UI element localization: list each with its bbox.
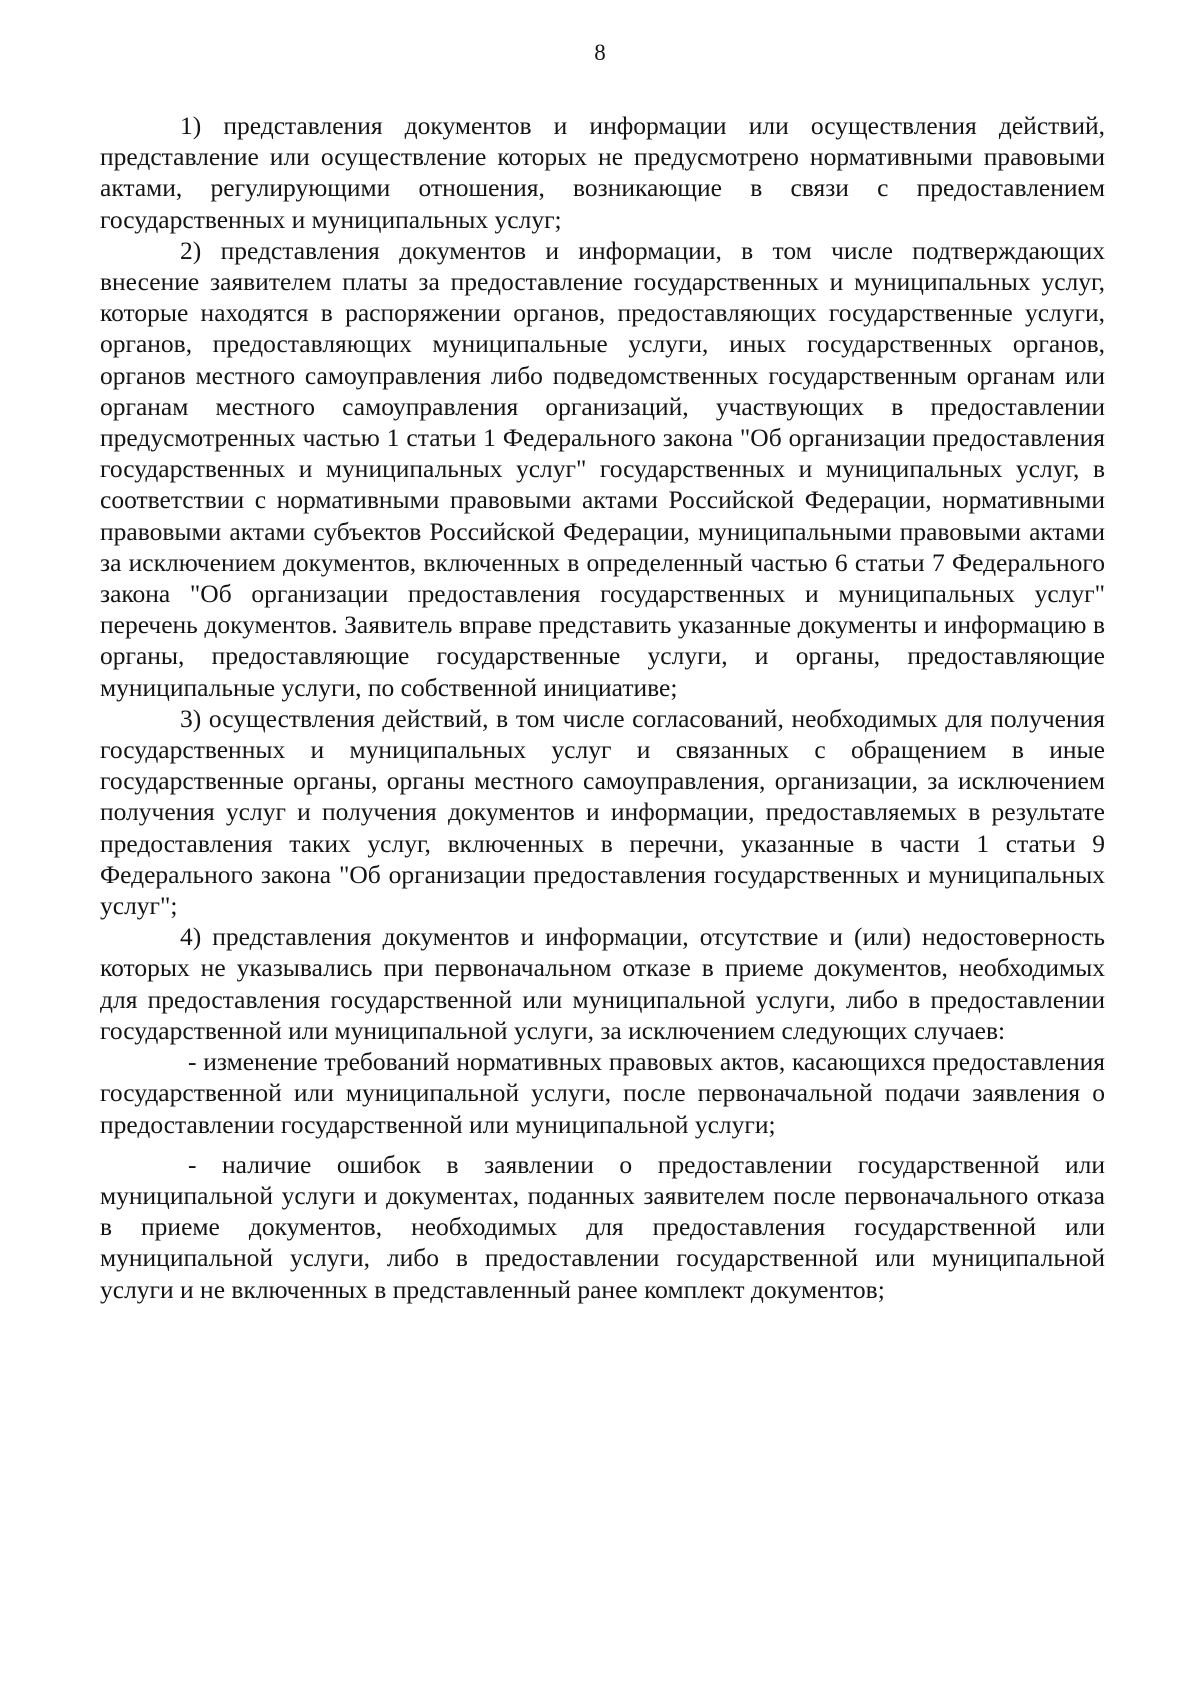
exception-item-1: - изменение требований нормативных правовых актов, касающихся предоставления государственной или муниципальной услуги, после первоначальной подачи заявления о предоставлении государственной или муниципальной услуги;: [100, 1047, 1105, 1139]
page-number: 8: [594, 40, 606, 65]
paragraph-item-4: 4) представления документов и информации, отсутствие и (или) недостоверность которых не указывались при первоначальном отказе в приеме документов, необходимых для предоставления государственной или муниципальной услуги, либо в предоставлении государственной или муниципальной услуги, за исключением следующих случаев:: [100, 922, 1105, 1045]
paragraph-item-2: 2) представления документов и информации, в том числе подтверждающих внесение заявителем платы за предоставление государственных и муниципальных услуг, которые находятся в распоряжении органов, предоставляющих государственные услуги, органов, предоставляющих муниципальные услуги, иных государственных органов, органов местного самоуправления либо подведомственных государственным органам или органам местного самоуправления организаций, участвующих в предоставлении предусмотренных частью 1 статьи 1 Федерального закона "Об организации предоставления государственных и муниципальных услуг" государственных и муниципальных услуг, в соответствии с нормативными правовыми актами Российской Федерации, нормативными правовыми актами субъектов Российской Федерации, муниципальными правовыми актами за исключением документов, включенных в определенный частью 6 статьи 7 Федерального закона "Об организации предоставления государственных и муниципальных услуг" перечень документов. Заявитель вправе представить указанные документы и информацию в органы, предоставляющие государственные услуги, и органы, предоставляющие муниципальные услуги, по собственной инициативе;: [100, 235, 1105, 702]
paragraph-item-1: 1) представления документов и информации или осуществления действий, представление или осуществление которых не предусмотрено нормативными правовыми актами, регулирующими отношения, возникающие в связи с предоставлением государственных и муниципальных услуг;: [100, 111, 1105, 234]
paragraph-item-3: 3) осуществления действий, в том числе согласований, необходимых для получения государственных и муниципальных услуг и связанных с обращением в иные государственные органы, органы местного самоуправления, организации, за исключением получения услуг и получения документов и информации, предоставляемых в результате предоставления таких услуг, включенных в перечни, указанные в части 1 статьи 9 Федерального закона "Об организации предоставления государственных и муниципальных услуг";: [100, 703, 1105, 921]
exception-item-2: - наличие ошибок в заявлении о предоставлении государственной или муниципальной услуги и документах, поданных заявителем после первоначального отказа в приеме документов, необходимых для предоставления государственной или муниципальной услуги, либо в предоставлении государственной или муниципальной услуги и не включенных в представленный ранее комплект документов;: [100, 1149, 1105, 1304]
document-body: [100, 110, 1105, 1305]
